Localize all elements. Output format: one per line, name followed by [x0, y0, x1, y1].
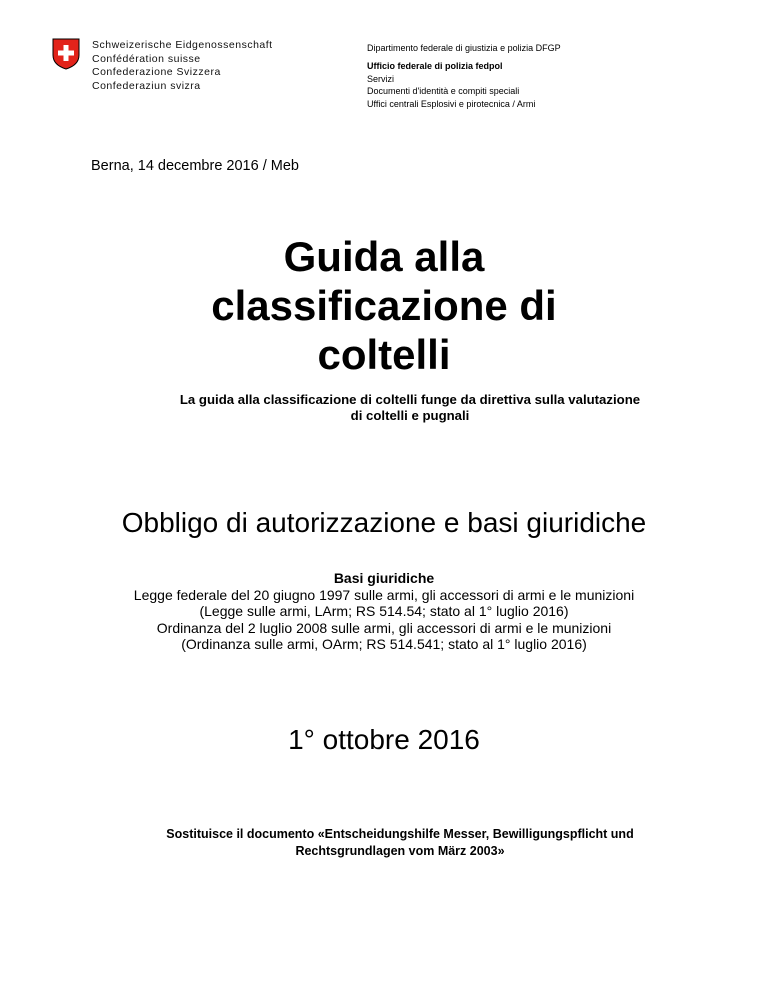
legal-basis-line: Legge federale del 20 giugno 1997 sulle armi, gli accessori di armi e le munizioni — [133, 586, 635, 603]
replaces-line: Sostituisce il documento «Entscheidungshilfe Messer, Bewilligungspflicht und — [166, 827, 634, 841]
subtitle-line: La guida alla classificazione di coltelli funge da direttiva sulla valutazione — [179, 392, 641, 407]
legal-basis-line: (Ordinanza sulle armi, OArm; RS 514.541; stato al 1° luglio 2016) — [181, 636, 587, 652]
document-title — [0, 232, 768, 379]
title-line: classificazione di — [211, 282, 557, 329]
unit-name: Servizi — [367, 73, 395, 84]
confederation-name: Confederaziun svizra — [92, 79, 201, 92]
legal-bases-heading: Basi giuridiche — [333, 570, 435, 586]
department-name: Dipartimento federale di giustizia e polizia DFGP — [367, 43, 561, 53]
title-line: coltelli — [317, 331, 451, 378]
replaces-note — [90, 826, 710, 859]
legal-basis-line: Ordinanza del 2 luglio 2008 sulle armi, gli accessori di armi e le munizioni — [156, 619, 612, 636]
office-name: Ufficio federale di polizia fedpol — [367, 61, 503, 72]
unit-name: Documenti d'identità e compiti speciali — [367, 86, 520, 97]
section-heading: Obbligo di autorizzazione e basi giuridiche — [121, 507, 647, 538]
subtitle-line: di coltelli e pugnali — [350, 408, 470, 423]
legal-basis-line: (Legge sulle armi, LArm; RS 514.54; stato al 1° luglio 2016) — [199, 603, 569, 619]
document-subtitle — [110, 392, 710, 424]
effective-date: 1° ottobre 2016 — [288, 724, 480, 755]
department-block — [367, 42, 561, 110]
place-date: Berna, 14 decembre 2016 / Meb — [91, 158, 299, 174]
confederation-name: Confederazione Svizzera — [92, 66, 221, 79]
confederation-names — [92, 39, 273, 93]
unit-name: Uffici centrali Esplosivi e pirotecnica / Armi — [367, 98, 536, 109]
legal-bases — [0, 570, 768, 653]
confederation-name: Schweizerische Eidgenossenschaft — [92, 39, 273, 51]
replaces-line: Rechtsgrundlagen vom März 2003» — [295, 843, 505, 858]
confederation-name: Confédération suisse — [92, 52, 201, 65]
swiss-cross-icon — [52, 38, 80, 70]
title-line: Guida alla — [283, 233, 485, 280]
